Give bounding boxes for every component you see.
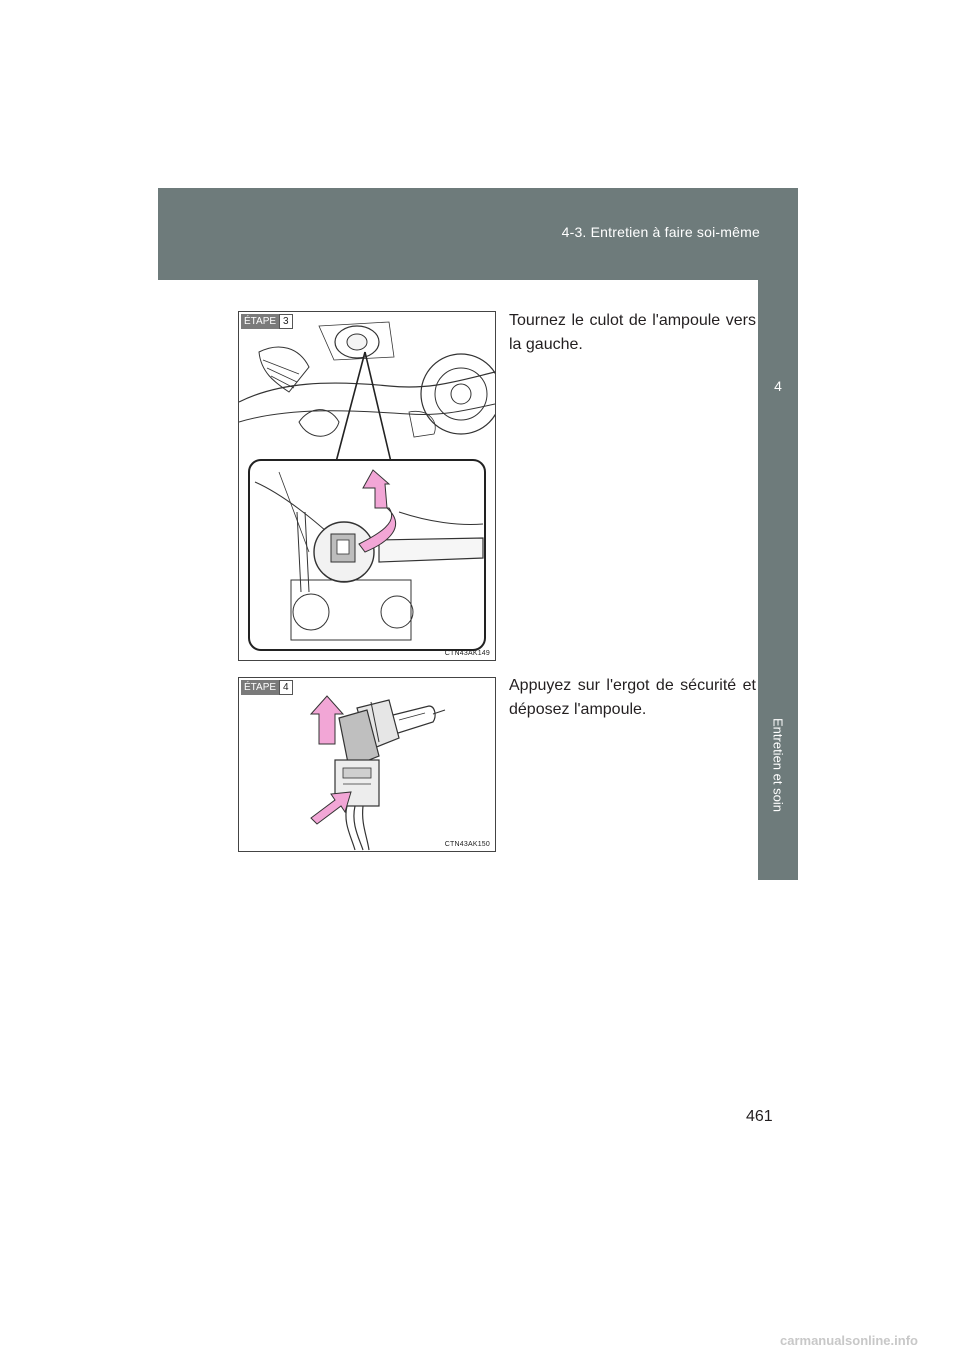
figure-step-3	[238, 311, 496, 661]
step-badge: ÉTAPE 4	[241, 680, 293, 695]
step-4-instruction: Appuyez sur l'ergot de sécurité et déposez l'ampoule.	[509, 677, 756, 718]
bulb-removal-illustration	[239, 678, 495, 851]
chapter-number: 4	[774, 378, 782, 394]
chapter-label: Entretien et soin	[770, 718, 786, 812]
step-3-instruction: Tournez le culot de l'ampoule vers la gauche.	[509, 312, 756, 353]
page-number: 461	[746, 1108, 773, 1125]
step-number: 3	[279, 314, 293, 329]
figure-step-4	[238, 677, 496, 852]
chapter-side-tab	[758, 280, 798, 880]
figure-code: CTN43AK149	[444, 650, 490, 657]
section-title: 4-3. Entretien à faire soi-même	[561, 224, 760, 240]
headlamp-underside-illustration	[239, 312, 495, 660]
step-badge: ÉTAPE 3	[241, 314, 293, 329]
step-number: 4	[279, 680, 293, 695]
section-header	[158, 188, 798, 280]
watermark: carmanualsonline.info	[780, 1333, 918, 1348]
figure-code: CTN43AK150	[444, 841, 490, 848]
